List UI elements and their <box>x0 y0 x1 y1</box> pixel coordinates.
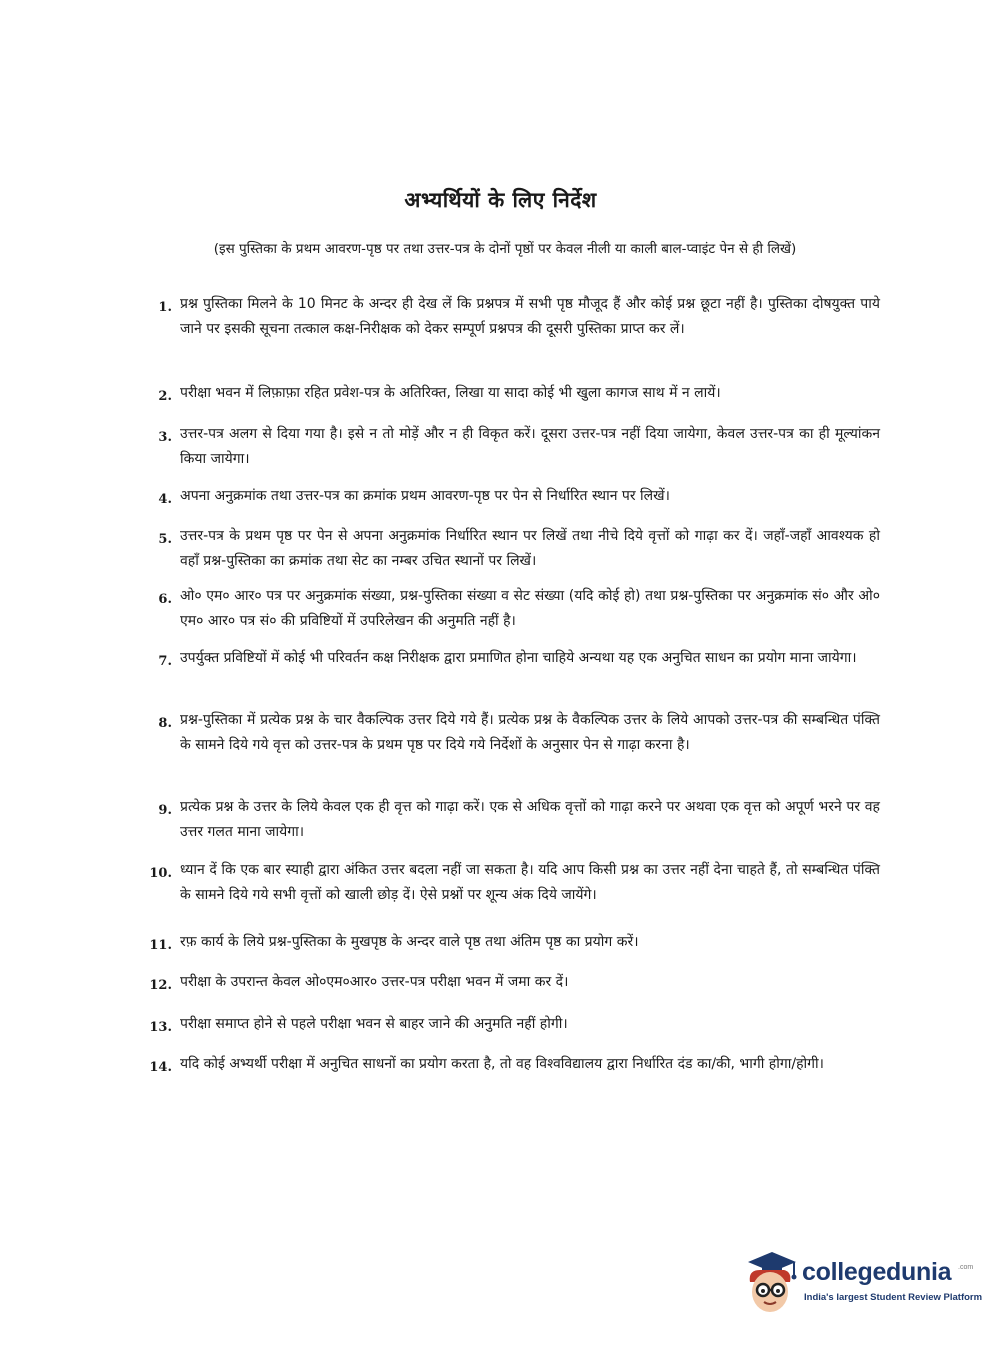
instruction-number: 11. <box>149 938 172 953</box>
instruction-item <box>140 524 880 574</box>
instruction-number: 1. <box>158 300 172 315</box>
instruction-text: ध्यान दें कि एक बार स्याही द्वारा अंकित उत्तर बदला नहीं जा सकता है। यदि आप किसी प्रश्न का उत्तर नहीं देना चाहते हैं, तो सम्बन्धित पंक्ति के सामने दिये गये सभी वृत्तों को खाली छोड़ दें। ऐसे प्रश्नों पर शून्य अंक दिये जायेंगे। <box>180 862 880 903</box>
brand-suffix: .com <box>958 1264 974 1271</box>
instruction-number: 10. <box>149 866 172 881</box>
instruction-number: 8. <box>158 716 172 731</box>
instruction-number: 4. <box>158 492 172 507</box>
instruction-item <box>140 381 880 409</box>
instruction-number: 6. <box>158 592 172 607</box>
instruction-item <box>140 646 880 674</box>
instruction-text: यदि कोई अभ्यर्थी परीक्षा में अनुचित साधनों का प्रयोग करता है, तो वह विश्वविद्यालय द्वारा निर्धारित दंड का/की, भागी होगा/होगी। <box>180 1056 824 1072</box>
instruction-text: परीक्षा समाप्त होने से पहले परीक्षा भवन से बाहर जाने की अनुमति नहीं होगी। <box>180 1016 568 1032</box>
instruction-item <box>140 422 880 472</box>
instruction-number: 5. <box>158 532 172 547</box>
page-subtitle: (इस पुस्तिका के प्रथम आवरण-पृष्ठ पर तथा उत्तर-पत्र के दोनों पृष्ठों पर केवल नीली या काली बाल-प्वाइंट पेन से ही लिखें) <box>213 241 797 257</box>
instruction-number: 3. <box>158 430 172 445</box>
mascot-icon <box>742 1248 802 1318</box>
instruction-text: प्रश्न पुस्तिका मिलने के 10 मिनट के अन्दर ही देख लें कि प्रश्नपत्र में सभी पृष्ठ मौजूद हैं और कोई प्रश्न छूटा नहीं है। पुस्तिका दोषयुक्त पाये जाने पर इसकी सूचना तत्काल कक्ष-निरीक्षक को देकर सम्पूर्ण प्रश्नपत्र की दूसरी पुस्तिका प्राप्त कर लें। <box>180 296 880 337</box>
instruction-text: अपना अनुक्रमांक तथा उत्तर-पत्र का क्रमांक प्रथम आवरण-पृष्ठ पर पेन से निर्धारित स्थान पर लिखें। <box>180 488 670 504</box>
instruction-text: प्रश्न-पुस्तिका में प्रत्येक प्रश्न के चार वैकल्पिक उत्तर दिये गये हैं। प्रत्येक प्रश्न के वैकल्पिक उत्तर के लिये आपको उत्तर-पत्र की सम्बन्धित पंक्ति के सामने दिये गये वृत्त को उत्तर-पत्र के प्रथम पृष्ठ पर दिये गये निर्देशों के अनुसार पेन से गाढ़ा करना है। <box>180 712 880 753</box>
instruction-item <box>140 970 880 998</box>
collegedunia-logo <box>742 1248 983 1320</box>
page-title: अभ्यर्थियों के लिए निर्देश <box>404 188 597 212</box>
instruction-number: 2. <box>158 389 172 404</box>
instruction-item <box>140 1012 880 1040</box>
instruction-item <box>140 292 880 342</box>
instruction-number: 7. <box>158 654 172 669</box>
instruction-text: उत्तर-पत्र के प्रथम पृष्ठ पर पेन से अपना अनुक्रमांक निर्धारित स्थान पर लिखें तथा नीचे दिये वृत्तों को गाढ़ा कर दें। जहाँ-जहाँ आवश्यक हो वहाँ प्रश्न-पुस्तिका का क्रमांक तथा सेट का नम्बर उचित स्थानों पर लिखें। <box>180 528 880 569</box>
instruction-item <box>140 1052 880 1080</box>
instruction-item <box>140 584 880 634</box>
instruction-number: 14. <box>149 1060 172 1075</box>
instruction-text: उपर्युक्त प्रविष्टियों में कोई भी परिवर्तन कक्ष निरीक्षक द्वारा प्रमाणित होना चाहिये अन्यथा यह एक अनुचित साधन का प्रयोग माना जायेगा। <box>180 650 857 666</box>
instruction-text: रफ़ कार्य के लिये प्रश्न-पुस्तिका के मुखपृष्ठ के अन्दर वाले पृष्ठ तथा अंतिम पृष्ठ का प्रयोग करें। <box>180 934 639 950</box>
instruction-text: उत्तर-पत्र अलग से दिया गया है। इसे न तो मोड़ें और न ही विकृत करें। दूसरा उत्तर-पत्र नहीं दिया जायेगा, केवल उत्तर-पत्र का ही मूल्यांकन किया जायेगा। <box>180 426 880 467</box>
instruction-item <box>140 858 880 908</box>
instruction-number: 9. <box>158 803 172 818</box>
instruction-number: 12. <box>149 978 172 993</box>
instruction-item <box>140 708 880 758</box>
brand-tagline: India's largest Student Review Platform <box>804 1292 983 1303</box>
brand-name: collegedunia <box>802 1258 952 1286</box>
instruction-text: प्रत्येक प्रश्न के उत्तर के लिये केवल एक ही वृत्त को गाढ़ा करें। एक से अधिक वृत्तों को गाढ़ा करने पर अथवा एक वृत्त को अपूर्ण भरने पर वह उत्तर गलत माना जायेगा। <box>180 799 880 840</box>
instruction-number: 13. <box>149 1020 172 1035</box>
instruction-item <box>140 795 880 845</box>
instruction-text: ओ० एम० आर० पत्र पर अनुक्रमांक संख्या, प्रश्न-पुस्तिका संख्या व सेट संख्या (यदि कोई हो) तथा प्रश्न-पुस्तिका पर अनुक्रमांक सं० और ओ० एम० आर० पत्र सं० की प्रविष्टियों में उपरिलेखन की अनुमति नहीं है। <box>180 588 880 629</box>
instruction-item <box>140 930 880 958</box>
instruction-text: परीक्षा भवन में लिफ़ाफ़ा रहित प्रवेश-पत्र के अतिरिक्त, लिखा या सादा कोई भी खुला कागज साथ में न लायें। <box>180 385 721 401</box>
instruction-text: परीक्षा के उपरान्त केवल ओ०एम०आर० उत्तर-पत्र परीक्षा भवन में जमा कर दें। <box>180 974 569 990</box>
instruction-item <box>140 484 880 512</box>
